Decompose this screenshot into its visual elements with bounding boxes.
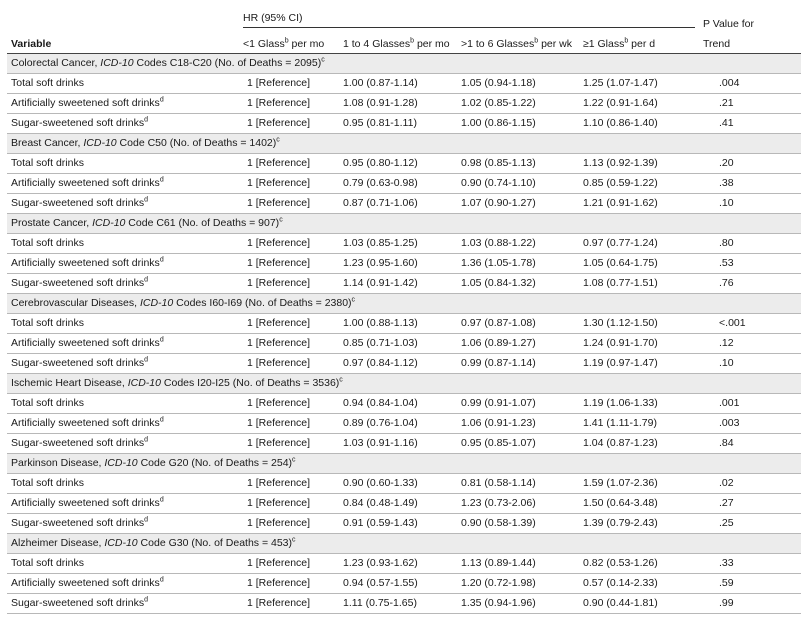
- hr-cell: 1.50 (0.64-3.48): [579, 494, 699, 514]
- reference-cell: 1 [Reference]: [239, 174, 339, 194]
- variable-cell: Artificially sweetened soft drinks$^d$: [7, 254, 239, 274]
- reference-cell: 1 [Reference]: [239, 194, 339, 214]
- hr-cell: 1.23 (0.93-1.62): [339, 554, 457, 574]
- table-row: [7, 334, 801, 354]
- variable-cell: Artificially sweetened soft drinks$^d$: [7, 334, 239, 354]
- hr-cell: 1.19 (1.06-1.33): [579, 394, 699, 414]
- table-row: [7, 494, 801, 514]
- reference-cell: 1 [Reference]: [239, 314, 339, 334]
- hr-cell: 1.11 (0.75-1.65): [339, 594, 457, 614]
- col-one-to-six-glasses-per-week: >1 to 6 Glasses$^b$ per wk: [457, 30, 579, 54]
- variable-cell: Artificially sweetened soft drinks$^d$: [7, 174, 239, 194]
- hr-cell: 1.30 (1.12-1.50): [579, 314, 699, 334]
- hr-cell: 1.02 (0.85-1.22): [457, 94, 579, 114]
- section-header-row: [7, 374, 801, 394]
- variable-cell: Total soft drinks: [7, 394, 239, 414]
- hr-cell: 0.90 (0.44-1.81): [579, 594, 699, 614]
- hr-cell: 1.19 (0.97-1.47): [579, 354, 699, 374]
- variable-cell: Sugar-sweetened soft drinks$^d$: [7, 274, 239, 294]
- table-row: [7, 574, 801, 594]
- section-header-row: [7, 214, 801, 234]
- reference-cell: 1 [Reference]: [239, 354, 339, 374]
- hazard-ratio-table-container: [7, 6, 801, 614]
- hr-cell: 1.05 (0.84-1.32): [457, 274, 579, 294]
- table-body: [7, 54, 801, 614]
- hr-cell: 0.81 (0.58-1.14): [457, 474, 579, 494]
- table-row: [7, 234, 801, 254]
- reference-cell: 1 [Reference]: [239, 574, 339, 594]
- section-title: Parkinson Disease, ICD-10 Code G20 (No. of Deaths = 254)$^c$: [7, 454, 801, 474]
- reference-cell: 1 [Reference]: [239, 414, 339, 434]
- section-title: Colorectal Cancer, ICD-10 Codes C18-C20 (No. of Deaths = 2095)$^c$: [7, 54, 801, 74]
- pvalue-cell: .38: [699, 174, 801, 194]
- hr-cell: 1.00 (0.88-1.13): [339, 314, 457, 334]
- pvalue-cell: .001: [699, 394, 801, 414]
- col-one-to-four-glasses-per-month: 1 to 4 Glasses$^b$ per mo: [339, 30, 457, 54]
- hr-cell: 1.03 (0.91-1.16): [339, 434, 457, 454]
- hr-cell: 1.25 (1.07-1.47): [579, 74, 699, 94]
- col-one-or-more-glass-per-day: ≥1 Glass$^b$ per d: [579, 30, 699, 54]
- hr-cell: 0.87 (0.71-1.06): [339, 194, 457, 214]
- hr-cell: 1.24 (0.91-1.70): [579, 334, 699, 354]
- hr-cell: 1.41 (1.11-1.79): [579, 414, 699, 434]
- variable-cell: Sugar-sweetened soft drinks$^d$: [7, 514, 239, 534]
- section-title: Breast Cancer, ICD-10 Code C50 (No. of Deaths = 1402)$^c$: [7, 134, 801, 154]
- section-title: Cerebrovascular Diseases, ICD-10 Codes I60-I69 (No. of Deaths = 2380)$^c$: [7, 294, 801, 314]
- reference-cell: 1 [Reference]: [239, 94, 339, 114]
- pvalue-cell: .99: [699, 594, 801, 614]
- table-row: [7, 74, 801, 94]
- hr-cell: 0.91 (0.59-1.43): [339, 514, 457, 534]
- variable-cell: Total soft drinks: [7, 154, 239, 174]
- pvalue-header-line1: P Value for: [703, 17, 754, 30]
- table-row: [7, 394, 801, 414]
- hr-cell: 0.90 (0.74-1.10): [457, 174, 579, 194]
- reference-cell: 1 [Reference]: [239, 274, 339, 294]
- table-row: [7, 314, 801, 334]
- hr-cell: 1.03 (0.88-1.22): [457, 234, 579, 254]
- variable-header: Variable: [7, 30, 239, 54]
- col-less-than-one-glass-per-month: <1 Glass$^b$ per mo: [239, 30, 339, 54]
- hr-cell: 1.59 (1.07-2.36): [579, 474, 699, 494]
- hr-cell: 0.97 (0.87-1.08): [457, 314, 579, 334]
- table-row: [7, 274, 801, 294]
- pvalue-cell: .003: [699, 414, 801, 434]
- hr-cell: 0.82 (0.53-1.26): [579, 554, 699, 574]
- hr-cell: 1.13 (0.89-1.44): [457, 554, 579, 574]
- hr-cell: 1.36 (1.05-1.78): [457, 254, 579, 274]
- hr-cell: 1.35 (0.94-1.96): [457, 594, 579, 614]
- table-row: [7, 114, 801, 134]
- variable-cell: Artificially sweetened soft drinks$^d$: [7, 94, 239, 114]
- reference-cell: 1 [Reference]: [239, 494, 339, 514]
- pvalue-cell: .84: [699, 434, 801, 454]
- variable-cell: Total soft drinks: [7, 74, 239, 94]
- section-header-row: [7, 534, 801, 554]
- pvalue-cell: .25: [699, 514, 801, 534]
- section-header-row: [7, 294, 801, 314]
- variable-cell: Sugar-sweetened soft drinks$^d$: [7, 594, 239, 614]
- table-row: [7, 154, 801, 174]
- variable-cell: Total soft drinks: [7, 234, 239, 254]
- section-header-row: [7, 54, 801, 74]
- hr-cell: 0.85 (0.71-1.03): [339, 334, 457, 354]
- reference-cell: 1 [Reference]: [239, 394, 339, 414]
- hr-group-header: [239, 6, 699, 30]
- hr-cell: 0.95 (0.80-1.12): [339, 154, 457, 174]
- pvalue-cell: .80: [699, 234, 801, 254]
- reference-cell: 1 [Reference]: [239, 474, 339, 494]
- hr-cell: 1.08 (0.77-1.51): [579, 274, 699, 294]
- hr-cell: 1.05 (0.64-1.75): [579, 254, 699, 274]
- reference-cell: 1 [Reference]: [239, 74, 339, 94]
- hr-cell: 0.95 (0.81-1.11): [339, 114, 457, 134]
- hr-cell: 1.20 (0.72-1.98): [457, 574, 579, 594]
- hr-cell: 1.04 (0.87-1.23): [579, 434, 699, 454]
- reference-cell: 1 [Reference]: [239, 594, 339, 614]
- hr-cell: 0.90 (0.58-1.39): [457, 514, 579, 534]
- table-row: [7, 514, 801, 534]
- table-row: [7, 354, 801, 374]
- hr-cell: 1.22 (0.91-1.64): [579, 94, 699, 114]
- hr-cell: 1.39 (0.79-2.43): [579, 514, 699, 534]
- hr-cell: 1.07 (0.90-1.27): [457, 194, 579, 214]
- header-spacer: [7, 6, 239, 30]
- pvalue-cell: .27: [699, 494, 801, 514]
- hr-cell: 1.00 (0.87-1.14): [339, 74, 457, 94]
- pvalue-cell: .12: [699, 334, 801, 354]
- variable-cell: Total soft drinks: [7, 474, 239, 494]
- table-row: [7, 174, 801, 194]
- variable-cell: Total soft drinks: [7, 554, 239, 574]
- table-row: [7, 254, 801, 274]
- section-title: Ischemic Heart Disease, ICD-10 Codes I20-I25 (No. of Deaths = 3536)$^c$: [7, 374, 801, 394]
- variable-cell: Total soft drinks: [7, 314, 239, 334]
- hr-cell: 1.06 (0.91-1.23): [457, 414, 579, 434]
- table-row: [7, 414, 801, 434]
- variable-cell: Sugar-sweetened soft drinks$^d$: [7, 114, 239, 134]
- section-title: Alzheimer Disease, ICD-10 Code G30 (No. of Deaths = 453)$^c$: [7, 534, 801, 554]
- pvalue-cell: .53: [699, 254, 801, 274]
- hr-cell: 1.14 (0.91-1.42): [339, 274, 457, 294]
- pvalue-cell: .59: [699, 574, 801, 594]
- hr-cell: 0.98 (0.85-1.13): [457, 154, 579, 174]
- pvalue-cell: .21: [699, 94, 801, 114]
- pvalue-cell: .004: [699, 74, 801, 94]
- hr-cell: 1.05 (0.94-1.18): [457, 74, 579, 94]
- variable-cell: Artificially sweetened soft drinks$^d$: [7, 494, 239, 514]
- hr-label: HR (95% CI): [243, 12, 695, 28]
- pvalue-cell: .10: [699, 354, 801, 374]
- hr-cell: 0.99 (0.87-1.14): [457, 354, 579, 374]
- section-header-row: [7, 134, 801, 154]
- hr-cell: 0.57 (0.14-2.33): [579, 574, 699, 594]
- hr-cell: 0.89 (0.76-1.04): [339, 414, 457, 434]
- hr-cell: 0.85 (0.59-1.22): [579, 174, 699, 194]
- pvalue-header-line2: Trend: [699, 30, 801, 54]
- variable-cell: Sugar-sweetened soft drinks$^d$: [7, 354, 239, 374]
- hr-cell: 0.90 (0.60-1.33): [339, 474, 457, 494]
- hr-cell: 1.23 (0.95-1.60): [339, 254, 457, 274]
- hr-cell: 0.95 (0.85-1.07): [457, 434, 579, 454]
- pvalue-cell: .10: [699, 194, 801, 214]
- reference-cell: 1 [Reference]: [239, 234, 339, 254]
- pvalue-cell: .33: [699, 554, 801, 574]
- hr-cell: 0.79 (0.63-0.98): [339, 174, 457, 194]
- pvalue-cell: .76: [699, 274, 801, 294]
- hr-cell: 1.08 (0.91-1.28): [339, 94, 457, 114]
- hr-cell: 1.03 (0.85-1.25): [339, 234, 457, 254]
- table-row: [7, 434, 801, 454]
- section-title: Prostate Cancer, ICD-10 Code C61 (No. of Deaths = 907)$^c$: [7, 214, 801, 234]
- hazard-ratio-table: [7, 6, 801, 614]
- reference-cell: 1 [Reference]: [239, 334, 339, 354]
- hr-cell: 1.13 (0.92-1.39): [579, 154, 699, 174]
- variable-cell: Sugar-sweetened soft drinks$^d$: [7, 434, 239, 454]
- table-row: [7, 94, 801, 114]
- pvalue-cell: .20: [699, 154, 801, 174]
- pvalue-cell: .41: [699, 114, 801, 134]
- table-row: [7, 554, 801, 574]
- variable-cell: Sugar-sweetened soft drinks$^d$: [7, 194, 239, 214]
- reference-cell: 1 [Reference]: [239, 434, 339, 454]
- variable-cell: Artificially sweetened soft drinks$^d$: [7, 574, 239, 594]
- hr-cell: 0.99 (0.91-1.07): [457, 394, 579, 414]
- hr-cell: 1.00 (0.86-1.15): [457, 114, 579, 134]
- hr-cell: 1.10 (0.86-1.40): [579, 114, 699, 134]
- hr-cell: 1.21 (0.91-1.62): [579, 194, 699, 214]
- reference-cell: 1 [Reference]: [239, 514, 339, 534]
- pvalue-cell: .02: [699, 474, 801, 494]
- reference-cell: 1 [Reference]: [239, 154, 339, 174]
- table-header: [7, 6, 801, 54]
- pvalue-cell: <.001: [699, 314, 801, 334]
- section-header-row: [7, 454, 801, 474]
- hr-cell: 0.94 (0.84-1.04): [339, 394, 457, 414]
- hr-cell: 0.97 (0.84-1.12): [339, 354, 457, 374]
- hr-cell: 1.06 (0.89-1.27): [457, 334, 579, 354]
- table-row: [7, 474, 801, 494]
- hr-cell: 0.97 (0.77-1.24): [579, 234, 699, 254]
- variable-cell: Artificially sweetened soft drinks$^d$: [7, 414, 239, 434]
- reference-cell: 1 [Reference]: [239, 254, 339, 274]
- hr-cell: 1.23 (0.73-2.06): [457, 494, 579, 514]
- reference-cell: 1 [Reference]: [239, 554, 339, 574]
- hr-cell: 0.84 (0.48-1.49): [339, 494, 457, 514]
- reference-cell: 1 [Reference]: [239, 114, 339, 134]
- table-row: [7, 194, 801, 214]
- hr-cell: 0.94 (0.57-1.55): [339, 574, 457, 594]
